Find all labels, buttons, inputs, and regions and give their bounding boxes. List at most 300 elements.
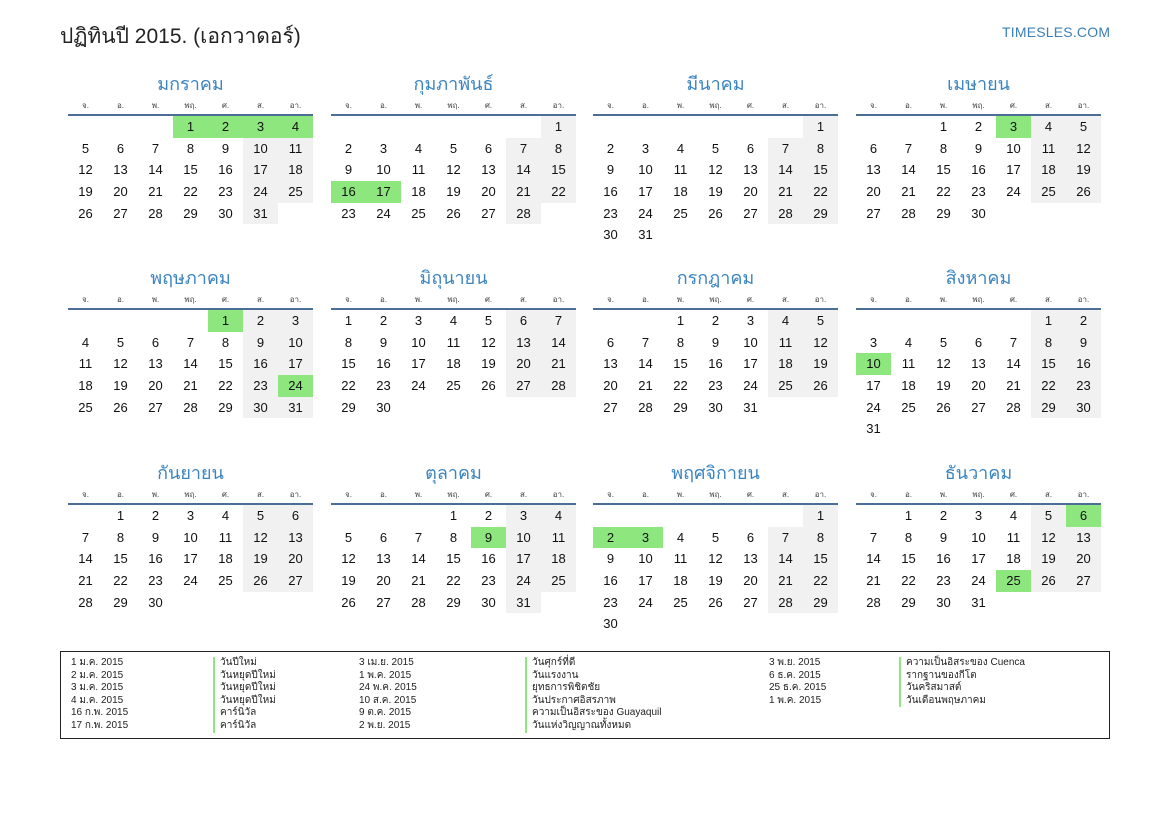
day-cell: 12 (708, 551, 723, 567)
weekday-header (331, 489, 576, 505)
legend-date: 25 ธ.ค. 2015 (769, 682, 827, 694)
weekday-label: อา. (814, 101, 827, 110)
day-cell: 17 (278, 353, 313, 375)
month-block (331, 68, 576, 224)
legend-holiday-name: วันประกาศอิสรภาพ (532, 694, 616, 706)
day-cell: 1 (1031, 310, 1066, 332)
day-cell: 30 (243, 397, 278, 419)
day-cell: 23 (481, 573, 496, 589)
weekday-label: พฤ. (184, 490, 197, 499)
empty-cell (593, 505, 628, 527)
holiday-cell: 16 (331, 181, 366, 203)
day-cell: 20 (866, 184, 881, 200)
day-cell: 9 (151, 529, 160, 545)
weekday-label: ศ. (1009, 101, 1018, 110)
day-cell: 26 (936, 399, 951, 415)
empty-cell (891, 310, 926, 332)
legend-holiday-name: คาร์นิวัล (220, 707, 257, 719)
weekday-header (856, 294, 1101, 310)
empty-cell (891, 116, 926, 138)
day-cell: 20 (148, 378, 163, 394)
day-cell: 21 (768, 570, 803, 592)
weekday-label: ศ. (746, 295, 755, 304)
day-cell: 4 (81, 334, 90, 350)
day-cell: 5 (484, 313, 493, 328)
day-cell: 25 (78, 399, 93, 415)
weekday-label: ส. (519, 295, 528, 304)
day-cell: 21 (183, 378, 198, 394)
empty-cell (768, 613, 803, 635)
holiday-cell: 3 (996, 116, 1031, 138)
weekday-label: จ. (82, 101, 89, 110)
day-cell: 8 (904, 529, 913, 545)
holiday-cell: 3 (243, 116, 278, 138)
holiday-cell: 25 (996, 570, 1031, 592)
day-cell: 30 (148, 594, 163, 610)
day-cell: 21 (866, 573, 881, 589)
weekday-label: พ. (414, 490, 423, 499)
month-name: พฤศจิกายน (671, 463, 760, 483)
day-cell: 5 (81, 140, 90, 156)
legend-date: 2 พ.ย. 2015 (359, 719, 411, 731)
day-cell: 8 (221, 334, 230, 350)
day-cell: 19 (243, 548, 278, 570)
empty-cell (733, 224, 768, 246)
day-cell: 14 (78, 551, 93, 567)
day-cell: 24 (743, 378, 758, 394)
day-cell: 18 (446, 356, 461, 372)
day-cell: 1 (449, 508, 458, 523)
day-cell: 6 (151, 334, 160, 350)
day-cell: 6 (974, 334, 983, 350)
legend-names-1 (213, 657, 276, 733)
day-cell: 22 (901, 573, 916, 589)
weekday-label: ศ. (746, 101, 755, 110)
day-cell: 21 (901, 184, 916, 200)
day-grid (856, 310, 1101, 440)
day-cell: 16 (971, 162, 986, 178)
weekday-label: ศ. (221, 295, 230, 304)
empty-cell (891, 418, 926, 440)
legend-holiday-name: วันศุกร์ที่ดี (532, 657, 576, 668)
empty-cell (278, 203, 313, 225)
day-cell: 17 (638, 573, 653, 589)
month-name: กุมภาพันธ์ (413, 74, 494, 94)
empty-cell (768, 224, 803, 246)
weekday-label: พ. (414, 295, 423, 304)
day-cell: 23 (148, 573, 163, 589)
day-cell: 11 (541, 527, 576, 549)
day-cell: 19 (1031, 548, 1066, 570)
empty-cell (768, 397, 803, 419)
legend-date: 3 พ.ย. 2015 (769, 657, 821, 668)
month-block (593, 262, 838, 418)
empty-cell (803, 613, 838, 635)
day-cell: 24 (638, 205, 653, 221)
holiday-cell: 3 (628, 527, 663, 549)
day-cell: 16 (708, 356, 723, 372)
legend-date: 1 พ.ค. 2015 (769, 694, 822, 706)
day-cell: 10 (243, 138, 278, 160)
day-cell: 13 (743, 551, 758, 567)
month-name: กันยายน (157, 463, 224, 483)
day-cell: 5 (243, 505, 278, 527)
month-name: มีนาคม (686, 74, 745, 94)
empty-cell (856, 310, 891, 332)
weekday-header (68, 100, 313, 116)
day-cell: 15 (803, 548, 838, 570)
day-cell: 9 (606, 162, 615, 178)
day-cell: 13 (1066, 527, 1101, 549)
weekday-label: พฤ. (972, 490, 985, 499)
day-cell: 8 (116, 529, 125, 545)
weekday-label: พ. (151, 295, 160, 304)
day-cell: 30 (481, 594, 496, 610)
day-cell: 2 (344, 140, 353, 156)
weekday-label: ส. (781, 295, 790, 304)
empty-cell (733, 613, 768, 635)
day-grid (68, 116, 313, 224)
day-cell: 29 (183, 205, 198, 221)
day-cell: 19 (481, 356, 496, 372)
day-cell: 29 (936, 205, 951, 221)
empty-cell (996, 203, 1031, 225)
day-cell: 21 (148, 184, 163, 200)
weekday-label: ศ. (1009, 295, 1018, 304)
day-cell: 10 (743, 334, 758, 350)
month-name: เมษายน (947, 74, 1010, 94)
weekday-label: อา. (1077, 101, 1090, 110)
weekday-label: จ. (607, 101, 614, 110)
day-cell: 17 (866, 378, 881, 394)
day-cell: 20 (971, 378, 986, 394)
weekday-label: อา. (552, 490, 565, 499)
day-cell: 7 (151, 140, 160, 156)
day-cell: 3 (414, 313, 423, 328)
day-cell: 6 (746, 529, 755, 545)
weekday-header (68, 489, 313, 505)
holiday-cell: 6 (1066, 505, 1101, 527)
day-cell: 22 (341, 378, 356, 394)
legend-date: 1 พ.ค. 2015 (359, 669, 412, 681)
empty-cell (506, 116, 541, 138)
day-cell: 9 (974, 140, 983, 156)
empty-cell (138, 116, 173, 138)
weekday-label: จ. (870, 101, 877, 110)
day-cell: 23 (341, 205, 356, 221)
day-cell: 20 (278, 548, 313, 570)
empty-cell (856, 116, 891, 138)
weekday-label: ส. (1044, 101, 1053, 110)
day-cell: 26 (113, 399, 128, 415)
day-cell: 16 (603, 573, 618, 589)
weekday-label: จ. (345, 490, 352, 499)
day-cell: 26 (341, 594, 356, 610)
day-cell: 23 (243, 375, 278, 397)
day-cell: 1 (344, 313, 353, 328)
day-cell: 5 (939, 334, 948, 350)
empty-cell (856, 505, 891, 527)
weekday-label: อ. (379, 295, 388, 304)
legend-names-3 (899, 657, 1025, 707)
day-cell: 22 (183, 184, 198, 200)
day-cell: 23 (1066, 375, 1101, 397)
legend-date: 3 ม.ค. 2015 (71, 682, 124, 694)
day-cell: 25 (446, 378, 461, 394)
weekday-header (593, 100, 838, 116)
weekday-label: พฤ. (972, 295, 985, 304)
day-cell: 25 (278, 181, 313, 203)
day-cell: 28 (183, 399, 198, 415)
day-cell: 16 (1066, 353, 1101, 375)
day-cell: 26 (446, 205, 461, 221)
day-cell: 9 (243, 332, 278, 354)
day-cell: 19 (803, 353, 838, 375)
day-cell: 21 (506, 181, 541, 203)
weekday-header (856, 100, 1101, 116)
day-cell: 3 (186, 508, 195, 523)
day-cell: 17 (506, 548, 541, 570)
weekday-header (331, 294, 576, 310)
legend-date: 16 ก.พ. 2015 (71, 707, 129, 719)
empty-cell (996, 592, 1031, 614)
day-cell: 26 (803, 375, 838, 397)
weekday-label: ส. (1044, 295, 1053, 304)
day-cell: 13 (743, 162, 758, 178)
day-cell: 5 (116, 334, 125, 350)
weekday-label: พฤ. (447, 101, 460, 110)
day-cell: 16 (218, 162, 233, 178)
weekday-label: จ. (82, 295, 89, 304)
day-cell: 4 (676, 140, 685, 156)
empty-cell (698, 613, 733, 635)
day-grid (856, 505, 1101, 613)
legend-date: 2 ม.ค. 2015 (71, 669, 124, 681)
weekday-label: พฤ. (447, 490, 460, 499)
empty-cell (803, 397, 838, 419)
day-cell: 13 (278, 527, 313, 549)
day-cell: 18 (411, 184, 426, 200)
month-block (68, 68, 313, 224)
month-name: กรกฎาคม (676, 268, 755, 288)
day-cell: 11 (673, 162, 688, 178)
day-cell: 27 (113, 205, 128, 221)
day-cell: 8 (939, 140, 948, 156)
day-cell: 17 (243, 159, 278, 181)
day-cell: 2 (151, 508, 160, 523)
day-cell: 17 (183, 551, 198, 567)
day-cell: 25 (411, 205, 426, 221)
day-cell: 15 (1031, 353, 1066, 375)
day-cell: 8 (803, 527, 838, 549)
weekday-label: พ. (676, 295, 685, 304)
legend-holiday-name: วันปีใหม่ (220, 657, 257, 668)
day-cell: 27 (743, 205, 758, 221)
day-cell: 17 (638, 184, 653, 200)
weekday-label: จ. (870, 490, 877, 499)
day-cell: 2 (974, 119, 983, 134)
day-cell: 7 (904, 140, 913, 156)
legend-names-2 (525, 657, 662, 733)
day-cell: 20 (481, 184, 496, 200)
empty-cell (1031, 592, 1066, 614)
day-cell: 23 (603, 205, 618, 221)
weekday-label: อา. (289, 101, 302, 110)
month-name: พฤษภาคม (150, 268, 231, 288)
day-cell: 28 (541, 375, 576, 397)
day-cell: 12 (803, 332, 838, 354)
weekday-label: อ. (116, 101, 125, 110)
day-cell: 8 (676, 334, 685, 350)
empty-cell (1066, 203, 1101, 225)
weekday-label: อา. (289, 295, 302, 304)
holiday-cell: 1 (208, 310, 243, 332)
day-cell: 20 (603, 378, 618, 394)
empty-cell (961, 310, 996, 332)
day-cell: 22 (803, 570, 838, 592)
day-cell: 16 (936, 551, 951, 567)
day-cell: 13 (971, 356, 986, 372)
day-cell: 5 (803, 310, 838, 332)
holiday-cell: 4 (278, 116, 313, 138)
day-grid (593, 505, 838, 635)
day-grid (331, 310, 576, 418)
weekday-label: ส. (256, 295, 265, 304)
day-cell: 5 (1031, 505, 1066, 527)
empty-cell (768, 116, 803, 138)
day-cell: 8 (1031, 332, 1066, 354)
weekday-header (856, 489, 1101, 505)
weekday-label: ศ. (484, 490, 493, 499)
day-cell: 25 (768, 375, 803, 397)
day-cell: 26 (243, 570, 278, 592)
weekday-label: ศ. (221, 490, 230, 499)
day-cell: 14 (901, 162, 916, 178)
day-cell: 18 (78, 378, 93, 394)
weekday-label: พฤ. (184, 101, 197, 110)
empty-cell (401, 116, 436, 138)
day-cell: 25 (673, 594, 688, 610)
empty-cell (138, 310, 173, 332)
day-cell: 20 (113, 184, 128, 200)
legend-holiday-name: วันเดือนพฤษภาคม (906, 694, 986, 706)
weekday-label: อา. (814, 490, 827, 499)
empty-cell (436, 397, 471, 419)
empty-cell (68, 310, 103, 332)
day-cell: 4 (676, 529, 685, 545)
day-cell: 1 (904, 508, 913, 523)
weekday-label: จ. (607, 295, 614, 304)
day-cell: 23 (603, 594, 618, 610)
site-link[interactable]: TIMESLES.COM (1002, 24, 1111, 40)
day-cell: 8 (449, 529, 458, 545)
empty-cell (401, 397, 436, 419)
empty-cell (628, 310, 663, 332)
day-cell: 14 (768, 159, 803, 181)
day-cell: 6 (278, 505, 313, 527)
day-cell: 20 (376, 573, 391, 589)
month-block (856, 262, 1101, 440)
empty-cell (278, 592, 313, 614)
day-cell: 7 (768, 527, 803, 549)
weekday-label: พ. (151, 490, 160, 499)
day-cell: 3 (746, 313, 755, 328)
day-cell: 9 (344, 162, 353, 178)
weekday-header (331, 100, 576, 116)
day-cell: 22 (1031, 375, 1066, 397)
empty-cell (68, 505, 103, 527)
day-cell: 27 (866, 205, 881, 221)
day-cell: 15 (446, 551, 461, 567)
weekday-label: อ. (379, 490, 388, 499)
day-cell: 12 (481, 334, 496, 350)
day-cell: 8 (344, 334, 353, 350)
day-cell: 2 (939, 508, 948, 523)
day-cell: 19 (341, 573, 356, 589)
day-cell: 10 (506, 527, 541, 549)
day-cell: 18 (218, 551, 233, 567)
day-cell: 26 (1066, 181, 1101, 203)
day-cell: 15 (673, 356, 688, 372)
weekday-label: ศ. (746, 490, 755, 499)
day-cell: 14 (541, 332, 576, 354)
legend-holiday-name: วันหยุดปีใหม่ (220, 694, 276, 706)
day-cell: 28 (866, 594, 881, 610)
day-cell: 12 (113, 356, 128, 372)
empty-cell (663, 613, 698, 635)
weekday-label: พ. (676, 490, 685, 499)
day-cell: 16 (376, 356, 391, 372)
weekday-label: ส. (519, 101, 528, 110)
empty-cell (471, 116, 506, 138)
day-cell: 26 (78, 205, 93, 221)
day-cell: 15 (183, 162, 198, 178)
day-cell: 18 (673, 573, 688, 589)
weekday-label: อ. (641, 490, 650, 499)
empty-cell (366, 116, 401, 138)
day-cell: 28 (78, 594, 93, 610)
day-cell: 5 (711, 529, 720, 545)
day-cell: 6 (746, 140, 755, 156)
day-cell: 28 (638, 399, 653, 415)
day-cell: 24 (1006, 184, 1021, 200)
day-cell: 11 (673, 551, 688, 567)
day-grid (593, 116, 838, 246)
day-cell: 4 (768, 310, 803, 332)
day-cell: 29 (446, 594, 461, 610)
day-cell: 19 (936, 378, 951, 394)
day-cell: 7 (869, 529, 878, 545)
day-cell: 28 (411, 594, 426, 610)
day-cell: 31 (866, 421, 881, 437)
weekday-label: อา. (1077, 490, 1090, 499)
empty-cell (593, 116, 628, 138)
empty-cell (803, 224, 838, 246)
day-cell: 30 (603, 616, 618, 632)
day-cell: 28 (768, 203, 803, 225)
weekday-label: อ. (379, 101, 388, 110)
day-cell: 15 (218, 356, 233, 372)
empty-cell (663, 116, 698, 138)
day-cell: 11 (1006, 529, 1021, 545)
day-cell: 10 (183, 529, 198, 545)
day-cell: 24 (411, 378, 426, 394)
day-cell: 4 (904, 334, 913, 350)
weekday-label: พ. (414, 101, 423, 110)
day-cell: 1 (939, 119, 948, 134)
weekday-label: ส. (256, 490, 265, 499)
day-cell: 15 (541, 159, 576, 181)
